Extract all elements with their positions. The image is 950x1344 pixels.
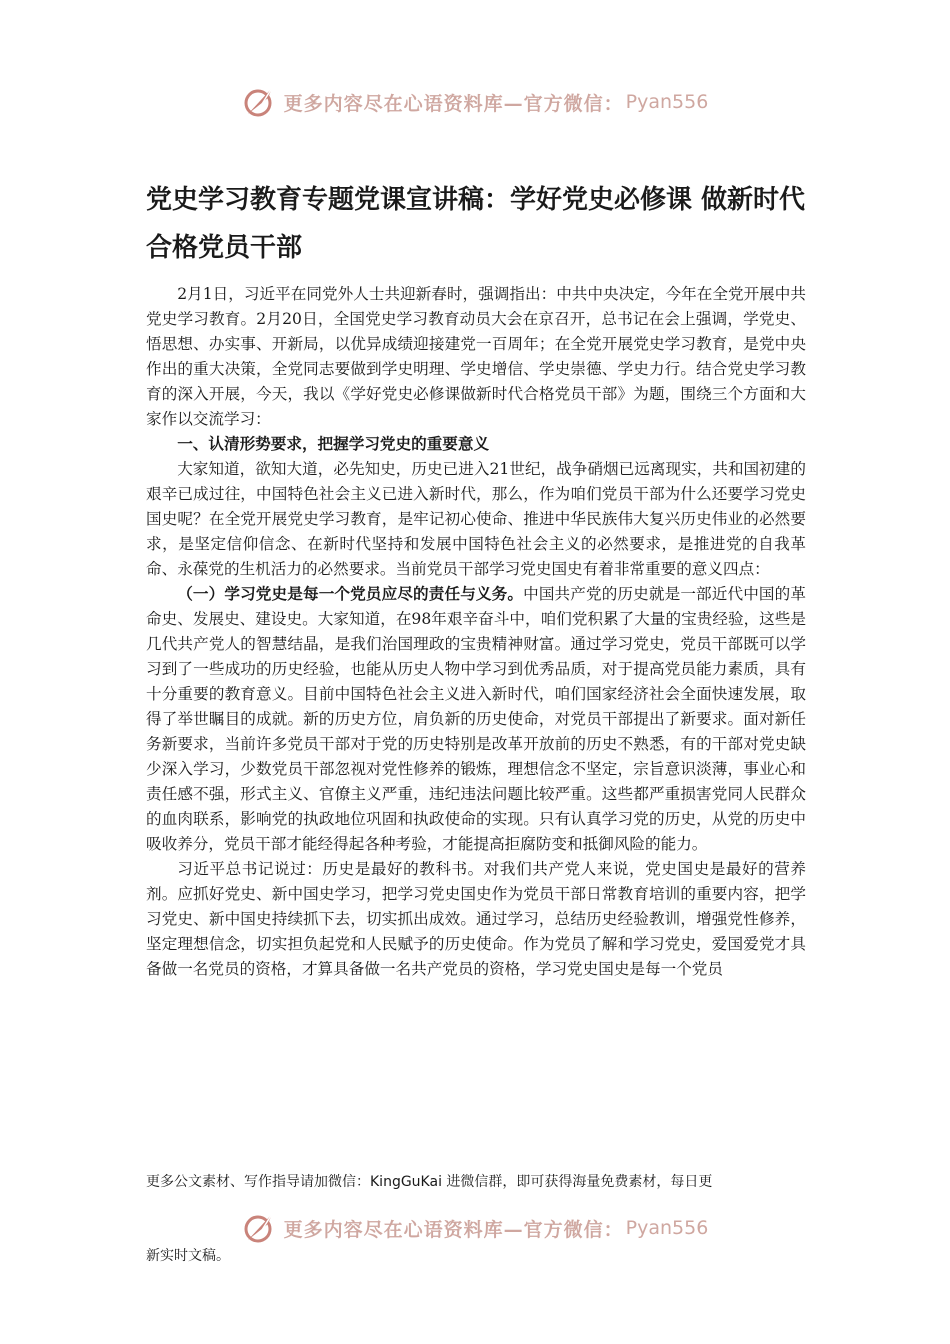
quill-logo-icon: [242, 1210, 278, 1246]
document-body: [146, 282, 806, 1032]
section-1-paragraph: 大家知道，欲知大道，必先知史，历史已进入21世纪，战争硝烟已远离现实，共和国初建的艰辛已成过往，中国特色社会主义已进入新时代，那么，作为咱们党员干部为什么还要学习党史国史呢？在全党开展党史学习教育，是牢记初心使命、推进中华民族伟大复兴历史伟业的必然要求，是坚定信仰信念、在新时代坚持和发展中国特色社会主义的必然要求，是推进党的自我革命、永葆党的生机活力的必然要求。当前党员干部学习党史国史有着非常重要的意义四点：: [146, 460, 806, 578]
watermark-text: 更多内容尽在心语资料库—官方微信：: [283, 1218, 624, 1241]
intro-paragraph: 2月1日，习近平在同党外人士共迎新春时，强调指出：中共中央决定，今年在全党开展中共党史学习教育。2月20日，全国党史学习教育动员大会在京召开，总书记在会上强调，学党史、悟思想、办实事、开新局，以优异成绩迎接建党一百周年；在全党开展党史学习教育，是党中央作出的重大决策，全党同志要做到学史明理、学史增信、学史崇德、学史力行。结合党史学习教育的深入开展，今天，我以《学好党史必修课做新时代合格党员干部》为题，围绕三个方面和大家作以交流学习：: [146, 285, 806, 428]
watermark-wechat-id: Pyan556: [625, 1217, 709, 1239]
watermark-wechat-id: Pyan556: [625, 91, 709, 113]
quote-paragraph: 习近平总书记说过：历史是最好的教科书。对我们共产党人来说，党史国史是最好的营养剂。应抓好党史、新中国史学习，把学习党史国史作为党员干部日常教育培训的重要内容，把学习党史、新中国史持续抓下去，切实抓出成效。通过学习，总结历史经验教训，增强党性修养，坚定理想信念，切实担负起党和人民赋予的历史使命。作为党员了解和学习党史，爱国爱党才具备做一名党员的资格，才算具备做一名共产党员的资格，学习党史国史是每一个党员: [146, 860, 806, 978]
watermark-text: 更多内容尽在心语资料库—官方微信：: [283, 92, 624, 115]
watermark-banner-bottom: [0, 1206, 950, 1250]
subsection-paragraph-1: [146, 582, 806, 857]
section-heading-1: 一、认清形势要求，把握学习党史的重要意义: [177, 435, 490, 453]
watermark-banner-top: [0, 80, 950, 124]
subsection-lead: （一）学习党史是每一个党员应尽的责任与义务。: [177, 585, 524, 603]
footer-note-line1: 更多公文素材、写作指导请加微信：KingGuKai 进微信群，即可获得海量免费素材，每日更: [146, 1174, 713, 1190]
quill-logo-icon: [242, 84, 278, 120]
subsection-body: 中国共产党的历史就是一部近代中国的革命史、发展史、建设史。大家知道，在98年艰辛奋斗中，咱们党积累了大量的宝贵经验，这些是几代共产党人的智慧结晶，是我们治国理政的宝贵精神财富。通过学习党史，党员干部既可以学习到了一些成功的历史经验，也能从历史人物中学习到优秀品质，对于提高党员能力素质，具有十分重要的教育意义。目前中国特色社会主义进入新时代，咱们国家经济社会全面快速发展，取得了举世瞩目的成就。新的历史方位，肩负新的历史使命，对党员干部提出了新要求。面对新任务新要求，当前许多党员干部对于党的历史特别是改革开放前的历史不熟悉，有的干部对党史缺少深入学习，少数党员干部忽视对党性修养的锻炼，理想信念不坚定，宗旨意识淡薄，事业心和责任感不强，形式主义、官僚主义严重，违纪违法问题比较严重。这些都严重损害党同人民群众的血肉联系，影响党的执政地位巩固和执政使命的实现。只有认真学习党的历史，从党的历史中吸收养分，党员干部才能经得起各种考验，才能提高拒腐防变和抵御风险的能力。: [146, 585, 806, 853]
footer-note-line2: 新实时文稿。: [146, 1248, 230, 1264]
document-title: 党史学习教育专题党课宣讲稿：学好党史必修课 做新时代合格党员干部: [146, 185, 806, 263]
